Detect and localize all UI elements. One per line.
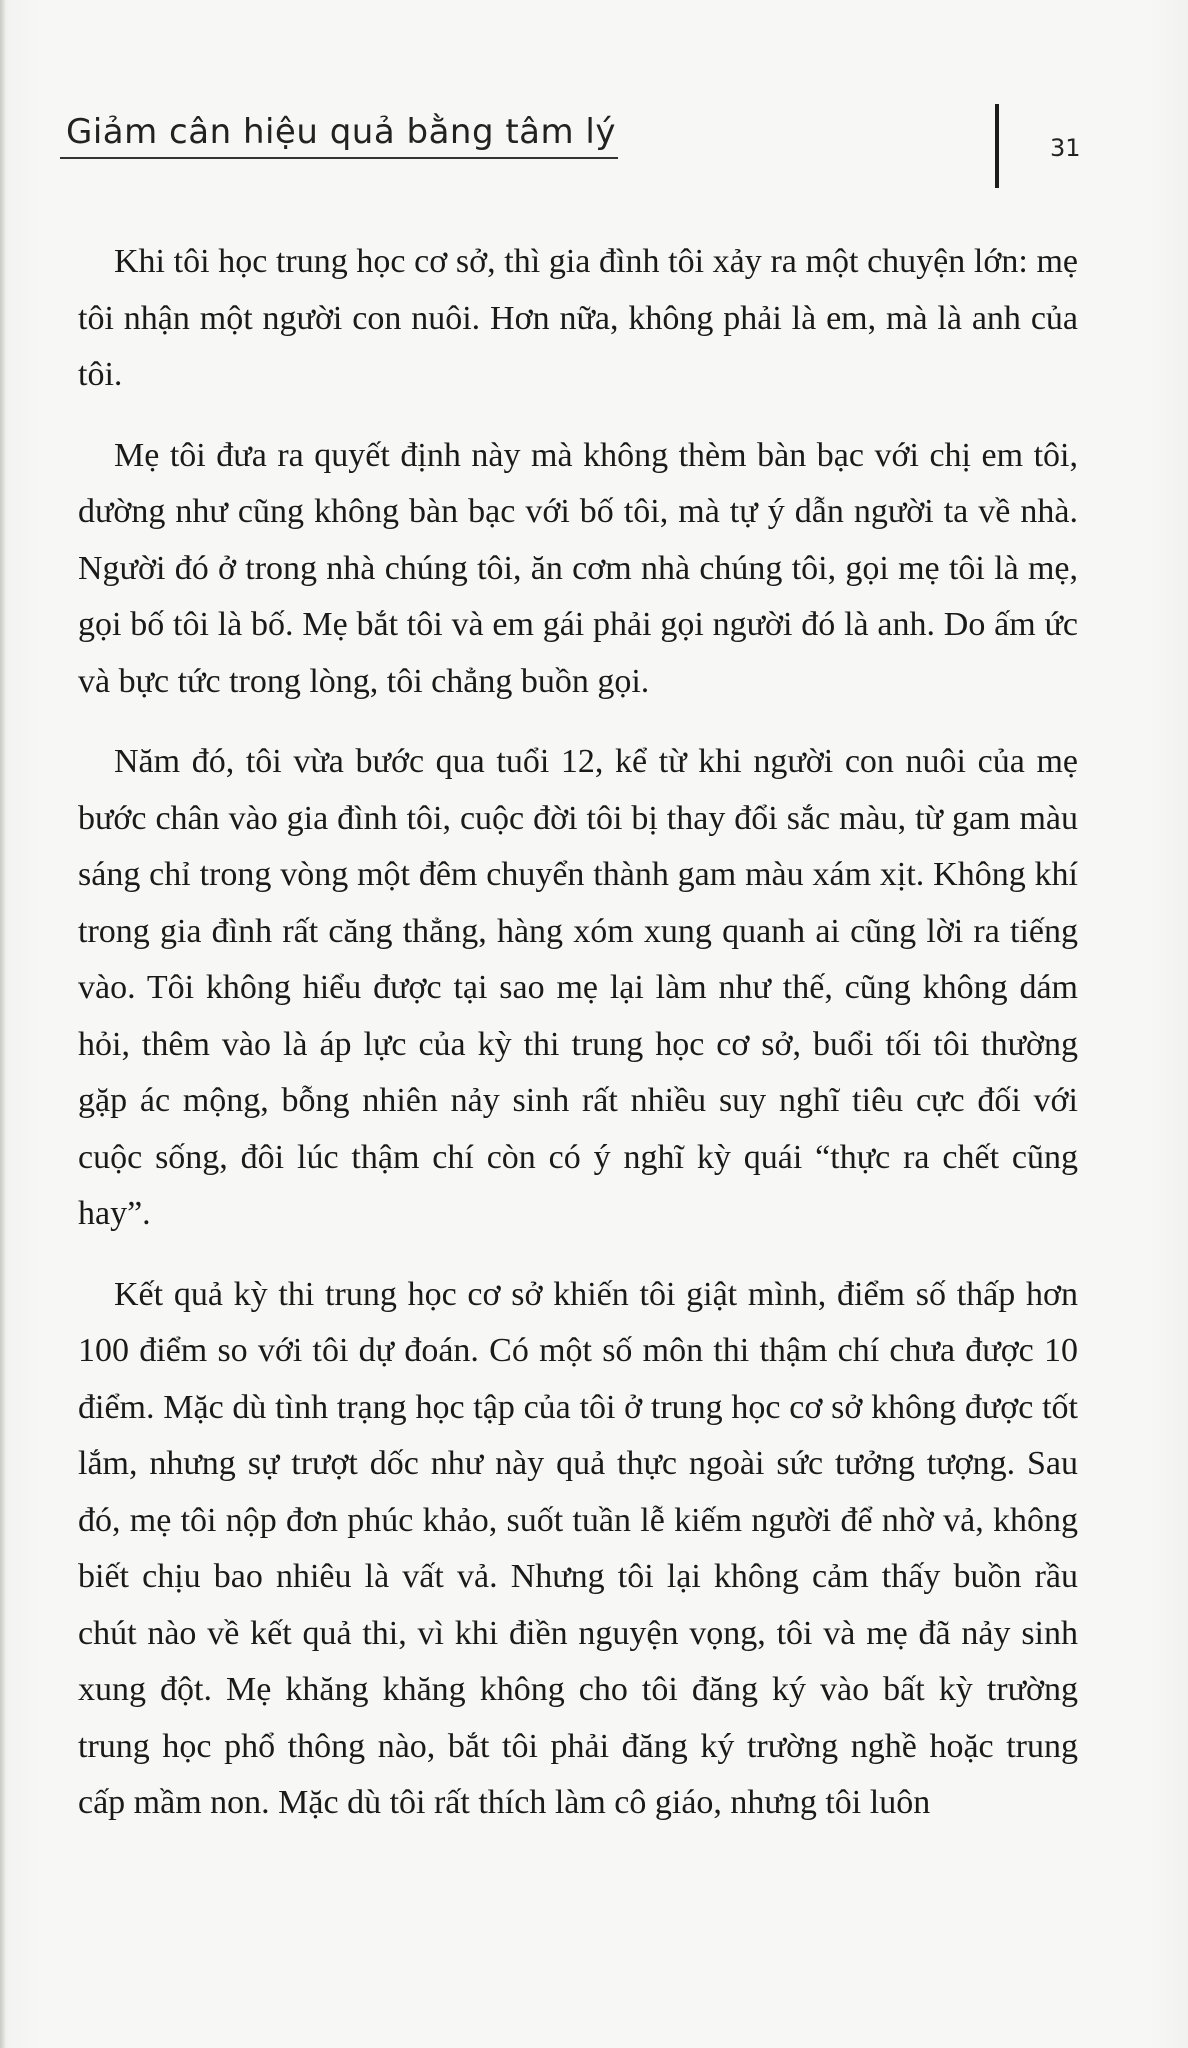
paragraph-3: Năm đó, tôi vừa bước qua tuổi 12, kể từ khi người con nuôi của mẹ bước chân vào gia đình tôi, cuộc đời tôi bị thay đổi sắc màu, từ gam màu sáng chỉ trong vòng một đêm chuyển thành gam màu xám xịt. Không khí trong gia đình rất căng thẳng, hàng xóm xung quanh ai cũng lời ra tiếng vào. Tôi không hiểu được tại sao mẹ lại làm như thế, cũng không dám hỏi, thêm vào là áp lực của kỳ thi trung học cơ sở, buổi tối tôi thường gặp ác mộng, bỗng nhiên nảy sinh rất nhiều suy nghĩ tiêu cực đối với cuộc sống, đôi lúc thậm chí còn có ý nghĩ kỳ quái “thực ra chết cũng hay”. <box>78 743 1078 1232</box>
running-title: Giảm cân hiệu quả bằng tâm lý <box>66 112 616 156</box>
header-divider <box>995 104 999 188</box>
paragraph-4: Kết quả kỳ thi trung học cơ sở khiến tôi giật mình, điểm số thấp hơn 100 điểm so với tôi dự đoán. Có một số môn thi thậm chí chưa được 10 điểm. Mặc dù tình trạng học tập của tôi ở trung học cơ sở không được tốt lắm, nhưng sự trượt dốc như này quả thực ngoài sức tưởng tượng. Sau đó, mẹ tôi nộp đơn phúc khảo, suốt tuần lễ kiếm người để nhờ vả, không biết chịu bao nhiêu là vất vả. Nhưng tôi lại không cảm thấy buồn rầu chút nào về kết quả thi, vì khi điền nguyện vọng, tôi và mẹ đã nảy sinh xung đột. Mẹ khăng khăng không cho tôi đăng ký vào bất kỳ trường trung học phổ thông nào, bắt tôi phải đăng ký trường nghề hoặc trung cấp mầm non. Mặc dù tôi rất thích làm cô giáo, nhưng tôi luôn <box>78 1275 1078 1821</box>
page-binding-shadow <box>0 0 6 2048</box>
paragraph-2: Mẹ tôi đưa ra quyết định này mà không thèm bàn bạc với chị em tôi, dường như cũng không bàn bạc với bố tôi, mà tự ý dẫn người ta về nhà. Người đó ở trong nhà chúng tôi, ăn cơm nhà chúng tôi, gọi mẹ tôi là mẹ, gọi bố tôi là bố. Mẹ bắt tôi và em gái phải gọi người đó là anh. Do ấm ức và bực tức trong lòng, tôi chẳng buồn gọi. <box>78 436 1078 700</box>
page-number: 31 <box>1050 134 1081 162</box>
paragraph-1: Khi tôi học trung học cơ sở, thì gia đình tôi xảy ra một chuyện lớn: mẹ tôi nhận một người con nuôi. Hơn nữa, không phải là em, mà là anh của tôi. <box>78 243 1078 393</box>
body-text <box>78 234 1078 1856</box>
